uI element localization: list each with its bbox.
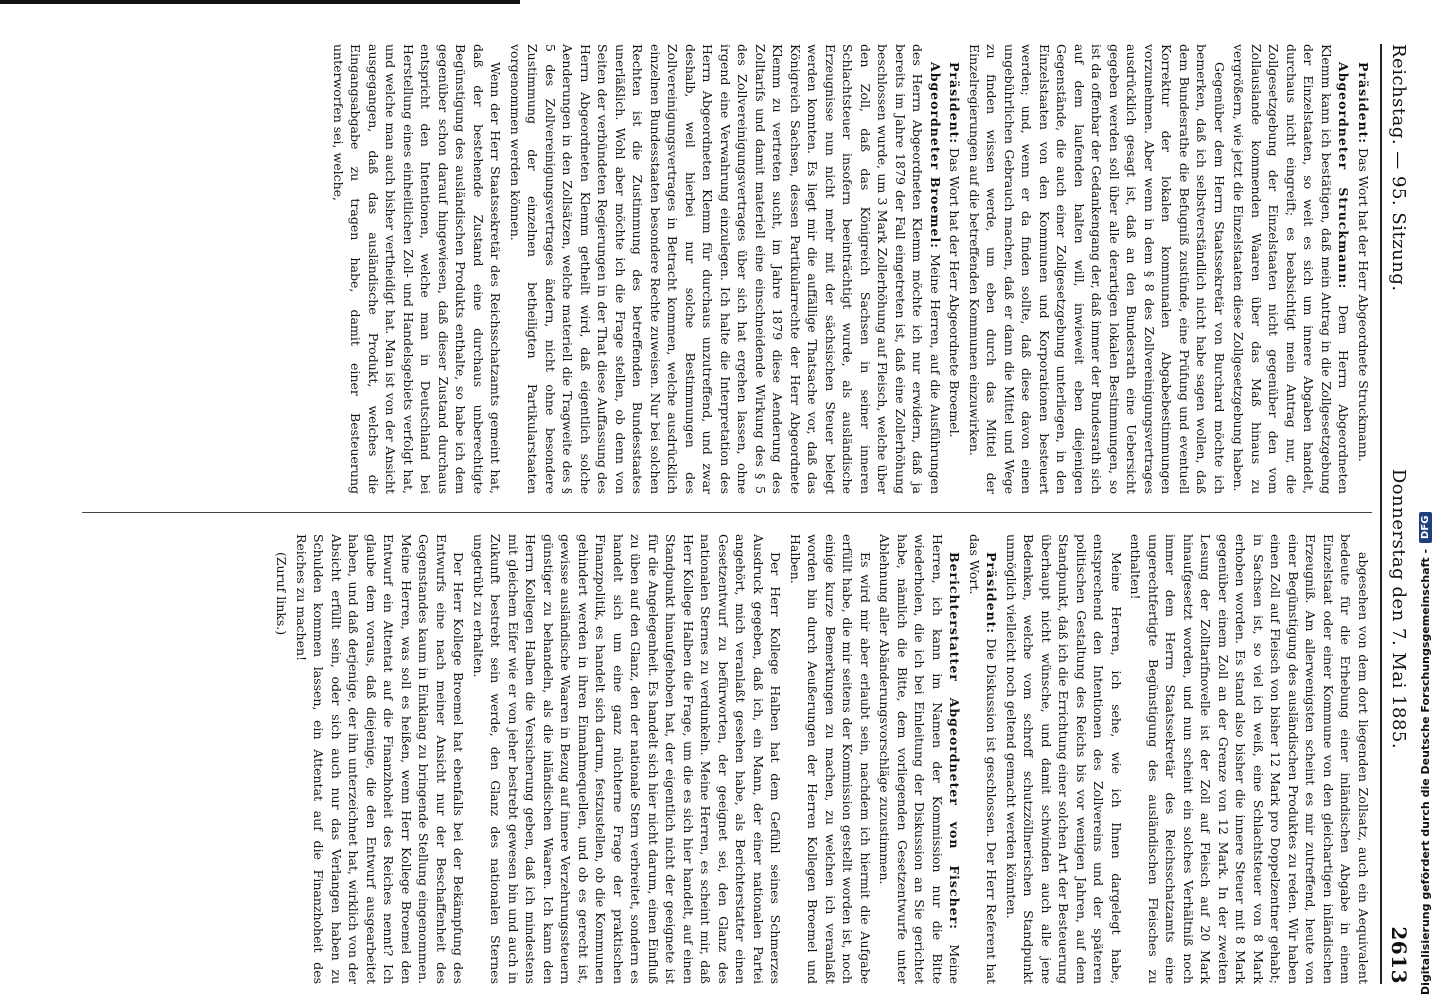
speaker-name: Präsident: [984, 552, 1000, 635]
paragraph-text: Der Herr Kollege Halben hat dem Gefühl seines Schmerzes Ausdruck gegeben, daß ich, ein Mann, der einer nationalen Partei angehört, mich veranlaßt gesehen habe, als Berichterstatter einen Gesetzentwurf zu befürworten, der geeignet sei, den Glanz des nationalen Sternes zu verdunkeln. Meine Herren, es scheint mir, daß Herr Kollege Halben die Frage, um die es sich hier handelt, auf einen Standpunkt hinaufgehoben hat, der eigentlich nicht der geeignete ist für die Angelegenheit. Es handelt sich hier nicht darum, einen Einfluß zu üben auf den Glanz, den der nationale Stern verbreitet, sondern es handelt sich um eine ganz nüchterne Frage der praktischen Finanzpolitik, es handelt sich darum, festzustellen, ob die Kommunen gehindert werden in ihren Einnahmequellen, und ob es gerecht ist, gewisse ausländische Waaren in Bezug auf innere Verzehrungssteuern günstiger zu behandeln, als die inländischen Waaren. Ich kann den Herrn Kollegen Halben die Versicherung geben, daß ich mindestens mit gleichem Eifer wie er von jeher bestrebt gewesen bin und auch in Zukunft bestrebt sein werde, den Glanz des nationalen Sternes ungetrübt zu erhalten. [471, 534, 784, 984]
paragraph [470, 534, 785, 984]
paragraph [787, 534, 875, 984]
dfg-watermark [1419, 512, 1432, 995]
paragraph-text: Der Herr Kollege Broemel hat ebenfalls bei der Bekämpfung des Entwurfs eine nach meiner Ansicht nur der Beschaffenheit des Gegenstandes kaum in Einklang zu bringende Stellung eingenommen. Meine Herren, was soll es heißen, wenn Herr Kollege Broemel den Entwurf ein Attentat auf die Finanzhoheit des Reiches nennt? Ich glaube dem voraus, daß diejenige, die den Entwurf ausgearbeitet haben, und daß derjenige, der ihn unterzeichnet hat, wirklich von der Absicht erfüllt sein, oder sich auch nur das Verlangen haben zu Schulden kommen lassen, ein Attentat auf die Finanzhoheit des Reiches zu machen! [294, 534, 467, 984]
top-border-line [0, 0, 520, 4]
rotated-page-content [56, 44, 1416, 984]
paragraph [966, 534, 1001, 984]
paragraph-text: Das Wort hat der Herr Abgeordnete Broemel. [947, 148, 963, 438]
paragraph-text: Wenn der Herr Staatssekretär des Reichsschatzamts gemeint hat, daß der bestehende Zustand eine durchaus unberechtigte Begünstigung des ausländischen Produkts enthalte, so habe ich dem gegenüber schon darauf hingewiesen, daß dieser Zustand durchaus entspricht den Intentionen, welche man in Deutschland bei Herstellung eines einheitlichen Zoll- und Handelsgebiets verfolgt hat, und welche man auch bisher vertheidigt hat. Man ist von der Ansicht ausgegangen, daß das ausländische Produkt, welches die Eingangsabgabe zu tragen habe, damit einer Besteuerung unterworfen sei, welche, [331, 44, 504, 494]
speaker-name: Präsident: [1356, 62, 1371, 145]
paragraph [876, 534, 964, 984]
speaker-name: Abgeordneter Struckmann: [1336, 62, 1352, 290]
paragraph-text: Meine Herren, ich kann im Namen der Kommission nur die Bitte wiederholen, die ich bei Einleitung der Diskussion an Sie gerichtet habe, nämlich die Bitte, dem vorliegenden Gesetzentwurfe unter Ablehnung aller Abänderungsvorschläge zuzustimmen. [877, 534, 963, 984]
paragraph-text: Meine Herren, auf die Ausführungen des Herrn Abgeordneten Klemm möchte ich nur erwidern, daß ja bereits im Jahre 1879 der Fall eingetreten ist, daß eine Zollerhöhung beschlossen wurde, um 3 Mark Zollerhöhung auf Fleisch, welche über den Zoll, daß das Königreich Sachsen in seiner inneren Schlachtsteuer insofern beeinträchtigt wurde, als ausländische Erzeugnisse nun nicht mehr mit der sächsischen Steuer belegt werden konnten. Es liegt mir die auffällige Thatsache vor, daß das Königreich Sachsen, dessen Partikularrechte der Herr Abgeordnete Klemm zu vertreten sucht, im Jahre 1879 diese Aenderung des Zolltarifs und damit materiell eine einschneidende Wirkung des § 5 des Zollvereinigungsvertrages über sich hat ergehen lassen, ohne irgend eine Verwahrung einzulegen. Ich halte die Interpretation des Herrn Abgeordneten Klemm für durchaus unzutreffend, und zwar deshalb, weil hierbei nur solche Bestimmungen des Zollvereinigungsvertrages in Betracht kommen, welche ausdrücklich einzelnen Bundesstaaten besondere Rechte zuweisen. Nur bei solchen Rechten ist die Zustimmung des betreffenden Bundesstaates unerläßlich. Wohl aber möchte ich die Frage stellen, ob denn von Seiten der verbündeten Regierungen in der That diese Auffassung des Herrn Abgeordneten Klemm getheilt wird, daß eigentlich solche Aenderungen in den Zollsätzen, welche materiell die Tragweite des § 5 des Zollvereinigungsvertrages ändern, nicht ohne besondere Zustimmung der einzelnen betheiligten Partikularstaaten vorgenommen werden können. [508, 44, 943, 494]
paragraph-text: Dem Herrn Abgeordneten Klemm kann ich bestätigen, daß mein Antrag in die Zollgesetzgebung der Einzelstaaten, so weit es sich um innere Abgaben handelt, durchaus nicht eingreift; es beabsichtigt mein Antrag nur, die Zollgesetzgebung der Einzelstaaten nicht gegenüber den vom Zollauslande kommenden Waaren über das Maß hinaus zu vergrößern, wie jetzt die Einzelstaaten diese Zollgesetzgebung haben. [1231, 44, 1352, 494]
header-date: Donnerstag den 7. Mai 1885. [1388, 468, 1410, 750]
paragraph [507, 44, 945, 494]
paragraph [946, 44, 964, 494]
page-number: 2613 [1387, 926, 1411, 984]
watermark-text: Digitalisierung gefördert durch die Deutsche Forschungsgemeinschaft - [1419, 548, 1432, 995]
dfg-logo: DFG [1419, 512, 1432, 543]
speaker-name: Präsident: [947, 62, 963, 145]
paragraph-text: Gegenüber dem Herrn Staatssekretär von Burchard möchte ich bemerken, daß ich selbstverständlich nicht habe sagen wollen, daß dem Bundesrathe die Befugniß zustünde, eine Prüfung und eventuell Korrektur der lokalen kommunalen Abgabebestimmungen vorzunehmen. Aber wenn in dem § 8 des Zollvereinigungsvertrages ausdrücklich gesagt ist, daß an den Bundesrath eine Uebersicht gegeben werden soll über alle derartigen lokalen Bestimmungen, so ist da offenbar der Gedankengang der, daß immer der Bundesrath sich auf dem laufenden halten will, inwieweit eben diejenigen Gegenstände, die auch einer Zollgesetzgebung unterliegen, in den Einzelstaaten von den Kommunen und Korporationen besteuert werden; und, wenn er da finden sollte, daß diese davon einen ungebührlichen Gebrauch machen, daß er dann die Mittel und Wege zu finden wissen werde, um eben durch das Mittel der Einzelregierungen auf die betreffenden Kommunen einzuwirken. [967, 44, 1227, 494]
paragraph-text: Es wird mir aber erlaubt sein, nachdem ich hiermit die Aufgabe erfüllt habe, die mir seitens der Kommission gestellt worden ist, noch einige kurze Bemerkungen zu machen, zu welchen ich veranlaßt worden bin durch Aeußerungen der Herren Kollegen Broemel und Halben. [788, 534, 873, 984]
paragraph [1127, 534, 1372, 984]
paragraph [1230, 44, 1353, 494]
paragraph-text: abgesehen von dem dort liegenden Zollsatz, auch ein Aequivalent bedeute für die Erhebung einer inländischen Abgabe in einem Einzelstaat oder einer Kommune von den gleichartigen inländischen Erzeugniß. Am allerwenigsten scheint es mir zutreffend, heute von einer Begünstigung des ausländischen Produktes zu reden. Wir haben einen Zoll auf Fleisch von bisher 12 Mark pro Doppelzentner gehabt; in Sachsen ist, so viel ich weiß, eine Schlachtsteuer von 8 Mark erhoben worden. Es stand also bisher die innere Steuer mit 8 Mark gegenüber einem Zoll an der Grenze von 12 Mark. In der zweiten Lesung der Zolltarifnovelle ist der Zoll auf Fleisch auf 20 Mark hinaufgesetzt worden, und nun scheint ein solches Verhältniß noch immer dem Herrn Staatssekretär des Reichsschatzamts eine ungerechtfertigte Begünstigung des ausländischen Fleisches zu enthalten! [1128, 534, 1371, 984]
paragraph-text: Das Wort hat der Herr Abgeordnete Struckmann. [1356, 148, 1371, 462]
paragraph [1355, 44, 1373, 494]
paragraph [330, 44, 505, 494]
paragraph-text: Meine Herren, ich sehe, wie ich Ihnen dargelegt habe, entsprechend den Intentionen des Zollvereins und der späteren politischen Gestaltung des Reichs bis vor wenigen Jahren, auf dem Standpunkt, daß ich die Errichtung einer solchen Art der Besteuerung überhaupt nicht wünsche, und damit schwinden auch alle jene Bedenken, welche vom schroff schutzzöllnerischen Standpunkt unmöglich vielleicht noch geltend gemacht werden könnten. [1004, 534, 1124, 984]
column-separator [82, 512, 1372, 513]
paragraph [273, 534, 291, 984]
paragraph [293, 534, 468, 984]
speaker-name: Berichterstatter Abgeordneter von Fischer: [947, 552, 963, 930]
paragraph [966, 44, 1229, 494]
left-text-column [72, 44, 1372, 494]
paragraph-text: Die Diskussion ist geschlossen. Der Herr Referent hat das Wort. [967, 534, 1000, 984]
right-text-column [72, 534, 1372, 984]
paragraph-text: (Zuruf links.) [274, 552, 290, 636]
page-header [1380, 44, 1416, 984]
paragraph [1003, 534, 1126, 984]
speaker-name: Abgeordneter Broemel: [928, 62, 943, 249]
header-session: Reichstag. — 95. Sitzung. [1388, 44, 1410, 292]
